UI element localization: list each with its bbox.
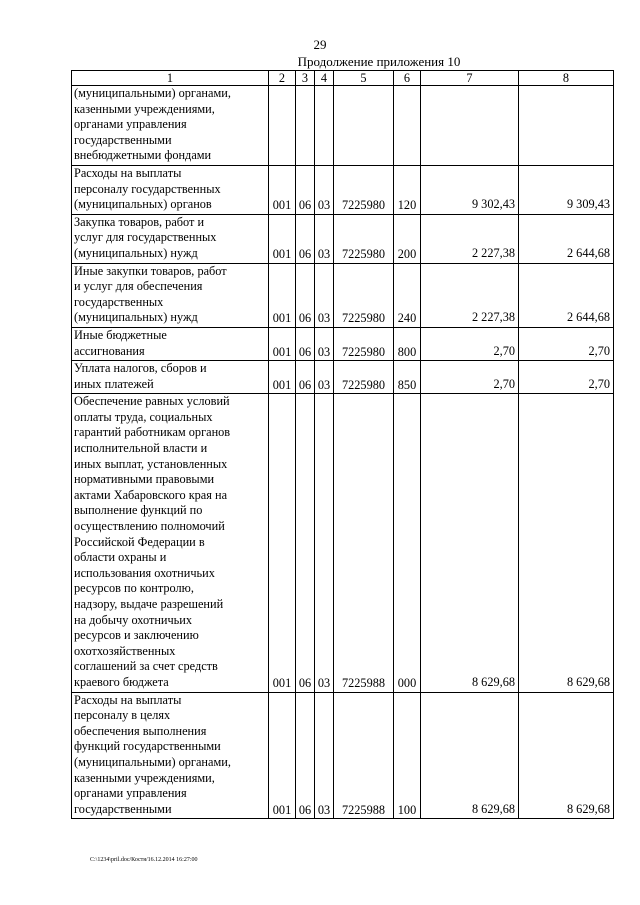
amount-2015: 8 629,68 [421,692,519,819]
header-col-3: 3 [296,71,315,86]
description-line: казенными учреждениями, [74,770,215,785]
target-article-code: 7225988 [334,394,394,692]
expense-type-code: 800 [394,327,421,360]
target-article-code: 7225980 [334,327,394,360]
description-line: казенными учреждениями, [74,101,215,116]
description-line: (муниципальных) нужд [74,245,198,260]
description-line: Закупка товаров, работ и [74,214,205,229]
description-line: охотхозяйственных [74,643,176,658]
description-line: на добычу охотничьих [74,612,193,627]
expense-type-code: 120 [394,165,421,214]
amount-2015: 2,70 [421,361,519,394]
amount-2016: 8 629,68 [519,394,614,692]
admin-code: 001 [269,692,296,819]
budget-table [71,70,614,819]
description-line: органами управления [74,786,187,801]
header-col-7: 7 [421,71,519,86]
header-row [72,71,614,86]
description-line: актами Хабаровского края на [74,487,228,502]
description-line: Расходы на выплаты [74,692,182,707]
description-line: иных выплат, установленных [74,456,228,471]
row-description [72,394,269,692]
header-col-5: 5 [334,71,394,86]
description-line: оплаты труда, социальных [74,409,213,424]
target-article-code: 7225988 [334,692,394,819]
continuation-title: Продолжение приложения 10 [297,54,461,69]
target-article-code [334,86,394,166]
amount-2016: 2 644,68 [519,214,614,263]
section-code: 06 [296,692,315,819]
table-row [72,165,614,214]
description-line: (муниципальными) органами, [74,86,231,100]
footer-file-path: C:\1234\pril.doc/Костя/16.12.2014 16:27:00 [90,857,198,863]
description-line: (муниципальных) нужд [74,310,198,325]
row-description [72,214,269,263]
amount-2016: 2,70 [519,327,614,360]
amount-2015: 8 629,68 [421,394,519,692]
admin-code: 001 [269,165,296,214]
header-col-2: 2 [269,71,296,86]
section-code: 06 [296,327,315,360]
description-line: гарантий работникам органов [74,425,231,440]
subsection-code: 03 [315,692,334,819]
description-line: органами управления [74,117,187,132]
table-row [72,327,614,360]
expense-type-code: 100 [394,692,421,819]
description-line: государственными [74,801,172,816]
description-line: (муниципальных) органов [74,197,212,212]
target-article-code: 7225980 [334,214,394,263]
description-line: исполнительной власти и [74,441,208,456]
description-line: использования охотничьих [74,565,215,580]
expense-type-code: 200 [394,214,421,263]
amount-2016: 2 644,68 [519,263,614,327]
description-line: Иные закупки товаров, работ [74,263,227,278]
row-description [72,263,269,327]
subsection-code: 03 [315,361,334,394]
admin-code: 001 [269,214,296,263]
amount-2015: 2,70 [421,327,519,360]
description-line: Российской Федерации в [74,534,205,549]
header-col-6: 6 [394,71,421,86]
admin-code [269,86,296,166]
description-line: государственными [74,132,172,147]
subsection-code [315,86,334,166]
description-line: области охраны и [74,550,167,565]
amount-2016 [519,86,614,166]
admin-code: 001 [269,394,296,692]
table-row [72,86,614,166]
header-col-8: 8 [519,71,614,86]
admin-code: 001 [269,263,296,327]
admin-code: 001 [269,361,296,394]
description-line: выполнение функций по [74,503,203,518]
description-line: Расходы на выплаты [74,165,182,180]
subsection-code: 03 [315,214,334,263]
section-code: 06 [296,361,315,394]
section-code [296,86,315,166]
description-line: персоналу в целях [74,708,171,723]
description-line: (муниципальными) органами, [74,754,231,769]
description-line: и услуг для обеспечения [74,279,203,294]
subsection-code: 03 [315,327,334,360]
section-code: 06 [296,394,315,692]
description-line: Обеспечение равных условий [74,394,230,409]
section-code: 06 [296,165,315,214]
table-row [72,394,614,692]
amount-2016: 2,70 [519,361,614,394]
expense-type-code [394,86,421,166]
section-code: 06 [296,214,315,263]
table-row [72,214,614,263]
description-line: краевого бюджета [74,674,169,689]
table-row [72,361,614,394]
table-row [72,263,614,327]
description-line: государственных [74,294,164,309]
amount-2015 [421,86,519,166]
amount-2016: 9 309,43 [519,165,614,214]
description-line: услуг для государственных [74,230,217,245]
description-line: Уплата налогов, сборов и [74,361,207,376]
subsection-code: 03 [315,263,334,327]
expense-type-code: 240 [394,263,421,327]
target-article-code: 7225980 [334,361,394,394]
amount-2015: 2 227,38 [421,263,519,327]
subsection-code: 03 [315,165,334,214]
header-col-1: 1 [72,71,269,86]
description-line: иных платежей [74,376,154,391]
description-line: персоналу государственных [74,181,221,196]
subsection-code: 03 [315,394,334,692]
expense-type-code: 850 [394,361,421,394]
header-col-4: 4 [315,71,334,86]
table-row [72,692,614,819]
target-article-code: 7225980 [334,165,394,214]
description-line: обеспечения выполнения [74,723,207,738]
row-description [72,692,269,819]
description-line: внебюджетными фондами [74,148,212,163]
amount-2016: 8 629,68 [519,692,614,819]
amount-2015: 2 227,38 [421,214,519,263]
description-line: нормативными правовыми [74,472,215,487]
amount-2015: 9 302,43 [421,165,519,214]
description-line: надзору, выдаче разрешений [74,597,224,611]
row-description [72,327,269,360]
expense-type-code: 000 [394,394,421,692]
description-line: Иные бюджетные [74,327,167,342]
description-line: ресурсов и заключению [74,628,199,643]
row-description [72,361,269,394]
admin-code: 001 [269,327,296,360]
description-line: функций государственными [74,739,221,754]
description-line: соглашений за счет средств [74,659,218,674]
description-line: ассигнования [74,343,145,358]
page-number: 29 [313,37,327,52]
description-line: ресурсов по контролю, [74,581,194,596]
description-line: осуществлению полномочий [74,519,225,534]
section-code: 06 [296,263,315,327]
row-description [72,86,269,166]
row-description [72,165,269,214]
target-article-code: 7225980 [334,263,394,327]
